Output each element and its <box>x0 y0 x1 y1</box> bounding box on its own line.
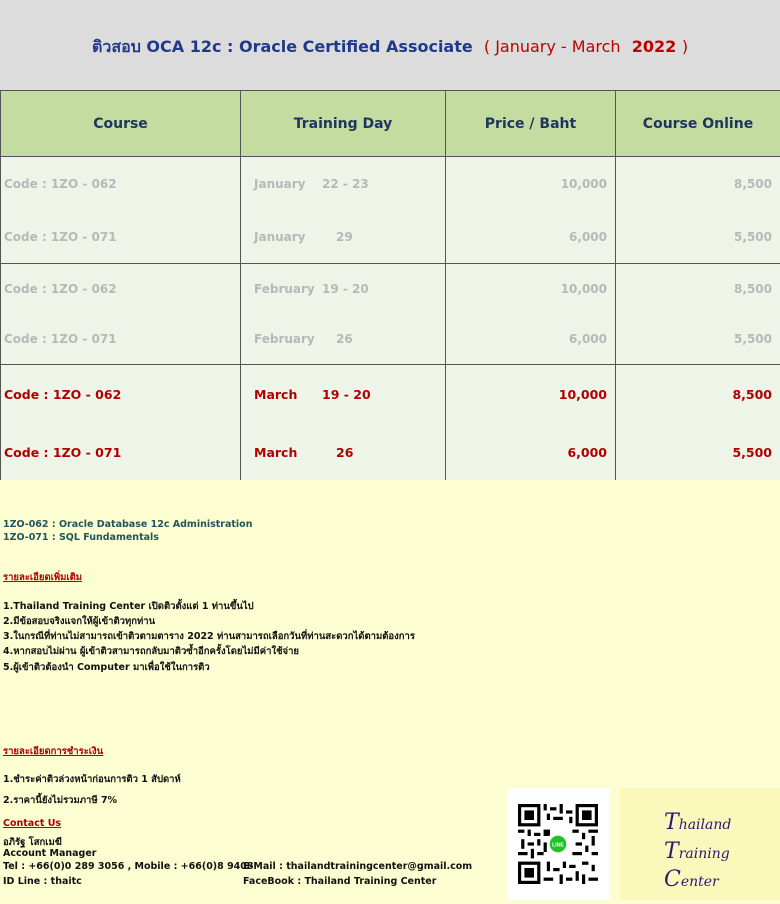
header-course-online: Course Online <box>616 91 780 157</box>
training-day <box>241 314 445 364</box>
online-price: 5,500 <box>732 444 772 460</box>
table-row-february <box>1 264 780 365</box>
course-code: Code : 1ZO - 071 <box>4 444 122 460</box>
title-period: ( January - March <box>483 37 621 56</box>
details-item: 2.มีข้อสอบจริงแจกให้ผู้เข้าติวทุกท่าน <box>3 616 156 627</box>
price: 6,000 <box>569 229 607 244</box>
training-month: January <box>254 176 306 191</box>
online-price: 5,500 <box>734 332 772 346</box>
training-day <box>241 210 445 263</box>
logo-line-center: Center <box>664 867 719 892</box>
contact-facebook[interactable]: FaceBook : Thailand Training Center <box>243 876 437 887</box>
qr-code-icon <box>518 804 598 884</box>
logo-line-training: Training <box>664 839 730 864</box>
training-dates: 26 <box>336 444 354 460</box>
training-dates: 29 <box>336 229 353 244</box>
course-code: Code : 1ZO - 071 <box>4 229 117 244</box>
table-row-january <box>1 157 780 264</box>
online-price: 8,500 <box>734 176 772 191</box>
training-month: January <box>254 229 306 244</box>
contact-line-id: ID Line : thaitc <box>3 876 82 887</box>
title-main: ติวสอบ OCA 12c : Oracle Certified Associate <box>91 37 473 56</box>
title-year: 2022 <box>631 37 677 56</box>
header-course: Course <box>1 91 241 157</box>
details-item: 5.ผู้เข้าติวต้องนำ Computer มาเพื่อใช้ในการติว <box>3 662 210 673</box>
course-code: Code : 1ZO - 062 <box>4 176 117 191</box>
table-header-row <box>1 91 780 157</box>
training-month: March <box>254 386 298 402</box>
training-dates: 26 <box>336 332 353 346</box>
line-qr-code <box>507 788 609 900</box>
training-month: February <box>254 332 315 346</box>
price: 10,000 <box>558 386 607 402</box>
training-day <box>241 264 445 314</box>
title-paren-close: ) <box>681 37 689 56</box>
contact-tel: Tel : +66(0)0 289 3056 , Mobile : +66(0)8 9408 <box>3 861 254 872</box>
training-month: February <box>254 282 315 296</box>
details-item: 4.หากสอบไม่ผ่าน ผู้เข้าติวสามารถกลับมาติวซ้ำอีกครั้งโดยไม่มีค่าใช้จ่าย <box>3 646 299 657</box>
price: 6,000 <box>567 444 607 460</box>
training-dates: 19 - 20 <box>322 282 369 296</box>
details-item: 3.ในกรณีที่ท่านไม่สามารถเข้าติวตามตาราง 2022 ท่านสามารถเลือกวันที่ท่านสะดวกได้ตามต้องการ <box>3 631 415 642</box>
contact-name: อภิรัฐ โสกเมฆี <box>3 837 62 848</box>
company-logo <box>620 788 780 900</box>
online-price: 8,500 <box>734 282 772 296</box>
contact-heading: Contact Us <box>3 818 62 829</box>
contact-role: Account Manager <box>3 848 97 859</box>
training-day <box>241 365 445 423</box>
price: 6,000 <box>569 332 607 346</box>
course-code: Code : 1ZO - 062 <box>4 386 122 402</box>
payment-item: 2.ราคานี้ยังไม่รวมภาษี 7% <box>3 795 118 806</box>
training-day <box>241 157 445 210</box>
details-item: 1.Thailand Training Center เปิดติวตั้งแต่ 1 ท่านขึ้นไป <box>3 601 254 612</box>
schedule-table <box>0 90 780 482</box>
details-heading: รายละเอียดเพิ่มเติม <box>3 572 83 583</box>
header-price: Price / Baht <box>446 91 616 157</box>
exam-description: 1ZO-062 : Oracle Database 12c Administration <box>3 519 253 530</box>
page-title <box>0 35 780 60</box>
online-price: 5,500 <box>734 229 772 244</box>
contact-email[interactable]: E-Mail : thailandtrainingcenter@gmail.com <box>243 861 473 872</box>
table-row-march <box>1 365 780 482</box>
payment-heading: รายละเอียดการชำระเงิน <box>3 746 104 757</box>
info-panel <box>0 480 780 904</box>
course-code: Code : 1ZO - 071 <box>4 332 117 346</box>
logo-line-thailand: Thailand <box>664 810 732 835</box>
training-dates: 19 - 20 <box>322 386 371 402</box>
payment-item: 1.ชำระค่าติวล่วงหน้าก่อนการติว 1 สัปดาห์ <box>3 774 181 785</box>
price: 10,000 <box>560 282 607 296</box>
online-price: 8,500 <box>732 386 772 402</box>
course-code: Code : 1ZO - 062 <box>4 282 117 296</box>
header-training-day: Training Day <box>241 91 446 157</box>
qr-center-label: LINE <box>552 842 564 849</box>
training-month: March <box>254 444 298 460</box>
exam-description: 1ZO-071 : SQL Fundamentals <box>3 532 159 543</box>
training-day <box>241 423 445 481</box>
price: 10,000 <box>560 176 607 191</box>
training-dates: 22 - 23 <box>322 176 369 191</box>
